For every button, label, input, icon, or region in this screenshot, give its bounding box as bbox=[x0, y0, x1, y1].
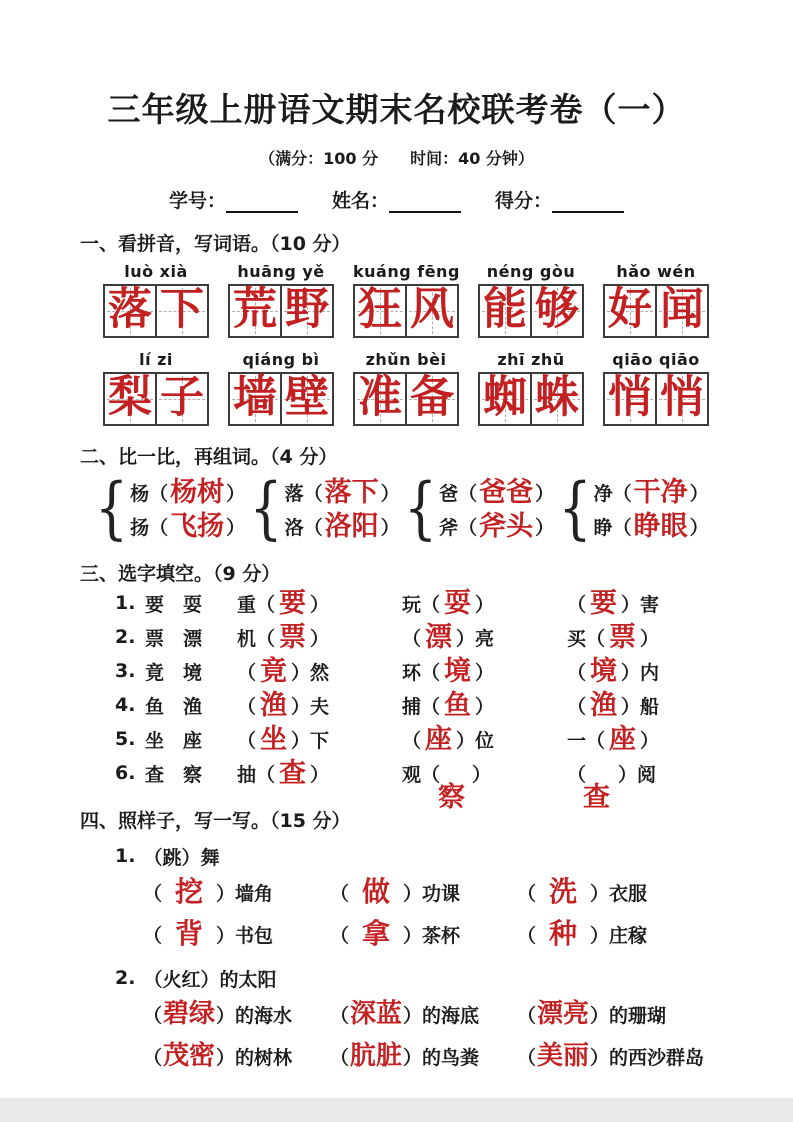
choice-chars: 鱼 渔 bbox=[145, 695, 203, 718]
blank-prefix: 环（ bbox=[402, 661, 441, 684]
pinyin-label: néng gòu bbox=[486, 262, 576, 281]
blank bbox=[237, 723, 402, 755]
writing-grid bbox=[603, 372, 709, 426]
item-number: 2. bbox=[115, 967, 136, 989]
blank bbox=[237, 757, 402, 789]
student-id-label: 学号： bbox=[168, 190, 226, 212]
section1-heading: 一、看拼音，写词语。（10 分） bbox=[80, 233, 351, 255]
blank-suffix: ）害 bbox=[621, 593, 660, 616]
blank-suffix: ）墙角 bbox=[216, 882, 274, 905]
scan-bottom-edge bbox=[0, 1098, 793, 1122]
word-pair bbox=[285, 475, 400, 509]
exam-meta: （满分：100 分 时间：40 分钟） bbox=[259, 149, 534, 168]
compare-groups bbox=[95, 470, 713, 548]
answer-text: 深蓝 bbox=[350, 999, 403, 1029]
item-number: 3. bbox=[115, 660, 136, 682]
answer-char: 悄 bbox=[608, 371, 652, 423]
blank-suffix: ） bbox=[640, 729, 660, 752]
blank-prefix: 买（ bbox=[567, 627, 606, 650]
answer-box bbox=[103, 350, 209, 426]
blank bbox=[517, 1001, 666, 1028]
pattern-row bbox=[143, 993, 713, 1035]
blank-suffix: ）亮 bbox=[456, 627, 495, 650]
blank-suffix: ）的海底 bbox=[403, 1004, 480, 1027]
blank bbox=[330, 1043, 517, 1070]
blank-prefix: 机（ bbox=[237, 627, 276, 650]
grid-cell bbox=[405, 371, 457, 424]
blank-suffix: ）下 bbox=[291, 729, 330, 752]
blank-suffix: ）的树林 bbox=[216, 1046, 293, 1069]
answer-text: 坐 bbox=[260, 723, 288, 755]
grid-cell bbox=[105, 371, 155, 424]
page-title: 三年级上册语文期末名校联考卷（一） bbox=[107, 90, 686, 129]
name-field bbox=[332, 186, 461, 213]
blank bbox=[517, 875, 648, 908]
grid-cell bbox=[480, 371, 530, 424]
blank-suffix: ）然 bbox=[291, 661, 330, 684]
blank-prefix: （ bbox=[517, 1046, 537, 1069]
blank bbox=[330, 875, 517, 908]
blank-prefix: （ bbox=[237, 729, 257, 752]
pinyin-label: kuáng fēng bbox=[353, 262, 460, 281]
brace-icon: { bbox=[249, 470, 283, 548]
fill-blank-row bbox=[115, 620, 713, 654]
answer-text: 拿 bbox=[362, 917, 391, 950]
blank-suffix: ） bbox=[640, 627, 660, 650]
grid-cell bbox=[230, 283, 280, 336]
paper-body bbox=[0, 84, 793, 1077]
close-paren: ） bbox=[380, 516, 400, 539]
answer-text: 挖 bbox=[175, 875, 204, 908]
answer-box bbox=[103, 262, 209, 338]
answer-char: 壁 bbox=[285, 371, 329, 423]
answer-text: 渔 bbox=[260, 689, 288, 721]
blank bbox=[567, 655, 660, 687]
brace-icon: { bbox=[95, 470, 129, 548]
word-pair bbox=[439, 509, 554, 543]
answer-char: 子 bbox=[160, 371, 204, 423]
blank bbox=[517, 917, 648, 950]
blank-suffix: ）夫 bbox=[291, 695, 330, 718]
blank-suffix: ） bbox=[475, 593, 495, 616]
pinyin-label: zhī zhū bbox=[497, 350, 565, 369]
answer-char: 墙 bbox=[233, 371, 277, 423]
answer-text: 竟 bbox=[260, 655, 288, 687]
pinyin-label: luò xià bbox=[124, 262, 188, 281]
blank bbox=[143, 1001, 330, 1028]
grid-cell bbox=[155, 371, 207, 424]
answer-text: 洛阳 bbox=[324, 510, 379, 542]
blank bbox=[567, 723, 660, 755]
answer-text: 飞扬 bbox=[170, 510, 225, 542]
blank bbox=[567, 760, 657, 813]
blank-suffix: ）船 bbox=[621, 695, 660, 718]
answer-text: 睁眼 bbox=[633, 510, 688, 542]
item-number: 6. bbox=[115, 762, 136, 784]
blank-suffix: ）位 bbox=[456, 729, 495, 752]
fill-blank-row bbox=[115, 688, 713, 722]
blank-suffix: ）的鸟粪 bbox=[403, 1046, 480, 1069]
answer-text: 境 bbox=[590, 655, 618, 687]
given-char: 净（ bbox=[593, 482, 632, 505]
answer-char: 悄 bbox=[660, 371, 704, 423]
blank-prefix: （ bbox=[567, 661, 587, 684]
item-number: 1. bbox=[115, 845, 136, 867]
name-label: 姓名： bbox=[331, 190, 389, 212]
answer-text: 种 bbox=[549, 917, 578, 950]
answer-text: 漂亮 bbox=[537, 999, 590, 1029]
blank-prefix: 捕（ bbox=[402, 695, 441, 718]
choice-chars: 要 耍 bbox=[145, 593, 203, 616]
grid-cell bbox=[605, 283, 655, 336]
answer-char: 梨 bbox=[108, 371, 152, 423]
blank bbox=[567, 587, 660, 619]
writing-grid bbox=[103, 284, 209, 338]
choice-chars: 查 察 bbox=[145, 763, 203, 786]
writing-grid bbox=[478, 284, 584, 338]
blank-suffix: ）的西沙群岛 bbox=[590, 1046, 705, 1069]
close-paren: ） bbox=[689, 482, 709, 505]
blank-prefix: （ bbox=[143, 924, 163, 947]
given-char: 洛（ bbox=[284, 516, 323, 539]
blank bbox=[237, 587, 402, 619]
blank-suffix: ）的珊瑚 bbox=[590, 1004, 667, 1027]
blank bbox=[517, 1043, 704, 1070]
blank-suffix: ）庄稼 bbox=[590, 924, 648, 947]
grid-cell bbox=[655, 371, 707, 424]
answer-text: 干净 bbox=[633, 476, 688, 508]
answer-text: 座 bbox=[609, 723, 637, 755]
close-paren: ） bbox=[226, 516, 246, 539]
given-char: 落（ bbox=[284, 482, 323, 505]
word-pair bbox=[594, 475, 709, 509]
answer-text: 洗 bbox=[549, 875, 578, 908]
grid-cell bbox=[405, 283, 457, 336]
blank bbox=[567, 621, 660, 653]
blank-prefix: （ bbox=[402, 729, 422, 752]
blank-prefix: （ bbox=[517, 924, 537, 947]
answer-text: 美丽 bbox=[537, 1041, 590, 1071]
blank bbox=[237, 689, 402, 721]
answer-char: 风 bbox=[410, 283, 454, 335]
fill-blank-row bbox=[115, 586, 713, 620]
blank bbox=[402, 760, 567, 813]
word-pair bbox=[285, 509, 400, 543]
pinyin-label: zhǔn bèi bbox=[365, 350, 447, 369]
blank-prefix: （ bbox=[517, 882, 537, 905]
section4-heading: 四、照样子，写一写。（15 分） bbox=[80, 810, 351, 832]
answer-char: 够 bbox=[535, 283, 579, 335]
blank-suffix: ）的海水 bbox=[216, 1004, 293, 1027]
blank-prefix: （ bbox=[567, 695, 587, 718]
blank-prefix: （ bbox=[330, 882, 350, 905]
pattern-row bbox=[143, 913, 713, 955]
answer-char: 准 bbox=[358, 371, 402, 423]
item-number: 5. bbox=[115, 728, 136, 750]
blank-suffix: ）功课 bbox=[403, 882, 461, 905]
pinyin-label: qiáng bì bbox=[242, 350, 320, 369]
close-paren: ） bbox=[535, 516, 555, 539]
student-info-line bbox=[80, 186, 713, 213]
grid-cell bbox=[655, 283, 707, 336]
given-char: 睁（ bbox=[593, 516, 632, 539]
answer-char: 落 bbox=[108, 283, 152, 335]
blank-prefix: （ bbox=[143, 1004, 163, 1027]
item-number: 2. bbox=[115, 626, 136, 648]
answer-char: 好 bbox=[608, 283, 652, 335]
answer-text: 爸爸 bbox=[479, 476, 534, 508]
compare-group bbox=[95, 470, 250, 548]
item-number: 1. bbox=[115, 592, 136, 614]
blank bbox=[567, 689, 660, 721]
answer-box bbox=[603, 350, 709, 426]
blank-prefix: （ bbox=[402, 627, 422, 650]
writing-grid bbox=[228, 372, 334, 426]
answer-text: 票 bbox=[279, 621, 307, 653]
answer-text: 票 bbox=[609, 621, 637, 653]
blank bbox=[237, 655, 402, 687]
answer-text: 背 bbox=[175, 917, 204, 950]
grid-cell bbox=[155, 283, 207, 336]
pattern-row bbox=[143, 1035, 713, 1077]
grid-cell bbox=[480, 283, 530, 336]
writing-grid bbox=[353, 372, 459, 426]
answer-text: 耍 bbox=[444, 587, 472, 619]
student-id-field bbox=[169, 186, 298, 213]
close-paren: ） bbox=[226, 482, 246, 505]
grid-cell bbox=[105, 283, 155, 336]
blank-suffix: ）衣服 bbox=[590, 882, 648, 905]
writing-grid bbox=[353, 284, 459, 338]
blank-suffix: ） bbox=[310, 627, 330, 650]
grid-cell bbox=[230, 371, 280, 424]
blank-prefix: （ bbox=[237, 695, 257, 718]
blank-suffix: ）内 bbox=[621, 661, 660, 684]
pinyin-label: hǎo wén bbox=[616, 262, 696, 281]
word-pair bbox=[130, 509, 245, 543]
student-id-blank bbox=[226, 197, 298, 213]
writing-grid bbox=[478, 372, 584, 426]
fill-blank-row bbox=[115, 654, 713, 688]
answer-text: 斧头 bbox=[479, 510, 534, 542]
close-paren: ） bbox=[535, 482, 555, 505]
answer-text: 落下 bbox=[324, 476, 379, 508]
close-paren: ） bbox=[689, 516, 709, 539]
compare-group bbox=[558, 470, 714, 548]
brace-icon: { bbox=[558, 470, 592, 548]
grid-cell bbox=[280, 371, 332, 424]
answer-box bbox=[603, 262, 709, 338]
pinyin-row-1 bbox=[103, 262, 713, 338]
blank-prefix: （ bbox=[567, 763, 587, 786]
pinyin-label: qiāo qiāo bbox=[612, 350, 700, 369]
answer-char: 狂 bbox=[358, 283, 402, 335]
blank-prefix: （ bbox=[237, 661, 257, 684]
section3-heading: 三、选字填空。（9 分） bbox=[80, 563, 281, 585]
answer-text: 察 bbox=[438, 781, 465, 813]
blank-suffix: ） bbox=[475, 695, 495, 718]
example-text: （火红）的太阳 bbox=[143, 968, 277, 991]
answer-text: 做 bbox=[362, 875, 391, 908]
compare-group bbox=[404, 470, 559, 548]
blank bbox=[237, 621, 402, 653]
grid-cell bbox=[530, 371, 582, 424]
word-pair bbox=[439, 475, 554, 509]
answer-char: 蛛 bbox=[535, 371, 579, 423]
blank-suffix: ）书包 bbox=[216, 924, 274, 947]
blank bbox=[330, 917, 517, 950]
grid-cell bbox=[605, 371, 655, 424]
answer-box bbox=[353, 262, 459, 338]
answer-box bbox=[478, 262, 584, 338]
answer-box bbox=[228, 262, 334, 338]
answer-text: 鱼 bbox=[444, 689, 472, 721]
answer-text: 要 bbox=[590, 587, 618, 619]
blank bbox=[330, 1001, 517, 1028]
blank-prefix: （ bbox=[567, 593, 587, 616]
brace-icon: { bbox=[404, 470, 438, 548]
grid-cell bbox=[280, 283, 332, 336]
pinyin-label: huāng yě bbox=[237, 262, 325, 281]
blank-prefix: （ bbox=[330, 1004, 350, 1027]
answer-char: 闻 bbox=[660, 283, 704, 335]
answer-text: 茂密 bbox=[163, 1041, 216, 1071]
writing-grid bbox=[228, 284, 334, 338]
blank-prefix: 观（ bbox=[402, 763, 441, 786]
word-pair bbox=[594, 509, 709, 543]
score-field bbox=[495, 186, 624, 213]
example-text: （跳）舞 bbox=[143, 846, 220, 869]
close-paren: ） bbox=[380, 482, 400, 505]
score-blank bbox=[552, 197, 624, 213]
choice-chars: 坐 座 bbox=[145, 729, 203, 752]
choice-chars: 竟 境 bbox=[145, 661, 203, 684]
blank bbox=[402, 621, 567, 653]
blank-prefix: 玩（ bbox=[402, 593, 441, 616]
answer-text: 漂 bbox=[425, 621, 453, 653]
name-blank bbox=[389, 197, 461, 213]
blank-prefix: （ bbox=[330, 1046, 350, 1069]
blank-suffix: ） bbox=[472, 763, 492, 786]
answer-text: 肮脏 bbox=[350, 1041, 403, 1071]
blank-suffix: ） bbox=[310, 593, 330, 616]
section2-heading: 二、比一比，再组词。（4 分） bbox=[80, 446, 338, 468]
item-number: 4. bbox=[115, 694, 136, 716]
answer-text: 杨树 bbox=[170, 476, 225, 508]
blank-prefix: （ bbox=[143, 882, 163, 905]
answer-box bbox=[353, 350, 459, 426]
answer-char: 野 bbox=[285, 283, 329, 335]
answer-text: 渔 bbox=[590, 689, 618, 721]
grid-cell bbox=[355, 371, 405, 424]
answer-text: 境 bbox=[444, 655, 472, 687]
answer-text: 座 bbox=[425, 723, 453, 755]
blank bbox=[143, 875, 330, 908]
given-char: 爸（ bbox=[439, 482, 478, 505]
word-pair bbox=[130, 475, 245, 509]
answer-char: 下 bbox=[160, 283, 204, 335]
blank-suffix: ） bbox=[310, 763, 330, 786]
blank-prefix: 重（ bbox=[237, 593, 276, 616]
example-label bbox=[115, 841, 713, 871]
given-char: 斧（ bbox=[439, 516, 478, 539]
answer-char: 备 bbox=[410, 371, 454, 423]
blank-prefix: （ bbox=[330, 924, 350, 947]
given-char: 扬（ bbox=[130, 516, 169, 539]
blank bbox=[402, 655, 567, 687]
answer-box bbox=[478, 350, 584, 426]
grid-cell bbox=[355, 283, 405, 336]
fill-blank-row bbox=[115, 756, 713, 813]
blank-suffix: ）茶杯 bbox=[403, 924, 461, 947]
pinyin-row-2 bbox=[103, 350, 713, 426]
answer-char: 荒 bbox=[233, 283, 277, 335]
fill-blank-row bbox=[115, 722, 713, 756]
pinyin-label: lí zi bbox=[139, 350, 173, 369]
blank-prefix: 抽（ bbox=[237, 763, 276, 786]
answer-char: 能 bbox=[483, 283, 527, 335]
blank bbox=[402, 689, 567, 721]
answer-box bbox=[228, 350, 334, 426]
pattern-row bbox=[143, 871, 713, 913]
answer-text: 查 bbox=[583, 781, 610, 813]
given-char: 杨（ bbox=[130, 482, 169, 505]
example-label bbox=[115, 963, 713, 993]
answer-text: 碧绿 bbox=[163, 999, 216, 1029]
blank bbox=[402, 587, 567, 619]
score-label: 得分： bbox=[495, 190, 553, 212]
answer-text: 查 bbox=[279, 757, 307, 789]
choice-chars: 票 漂 bbox=[145, 627, 203, 650]
answer-char: 蜘 bbox=[483, 371, 527, 423]
blank-prefix: 一（ bbox=[567, 729, 606, 752]
blank-prefix: （ bbox=[517, 1004, 537, 1027]
blank-prefix: （ bbox=[143, 1046, 163, 1069]
writing-grid bbox=[103, 372, 209, 426]
blank bbox=[143, 1043, 330, 1070]
writing-grid bbox=[603, 284, 709, 338]
blank-suffix: ） bbox=[475, 661, 495, 684]
blank-suffix: ）阅 bbox=[618, 763, 657, 786]
blank bbox=[402, 723, 567, 755]
blank bbox=[143, 917, 330, 950]
answer-text: 要 bbox=[279, 587, 307, 619]
compare-group bbox=[249, 470, 405, 548]
grid-cell bbox=[530, 283, 582, 336]
